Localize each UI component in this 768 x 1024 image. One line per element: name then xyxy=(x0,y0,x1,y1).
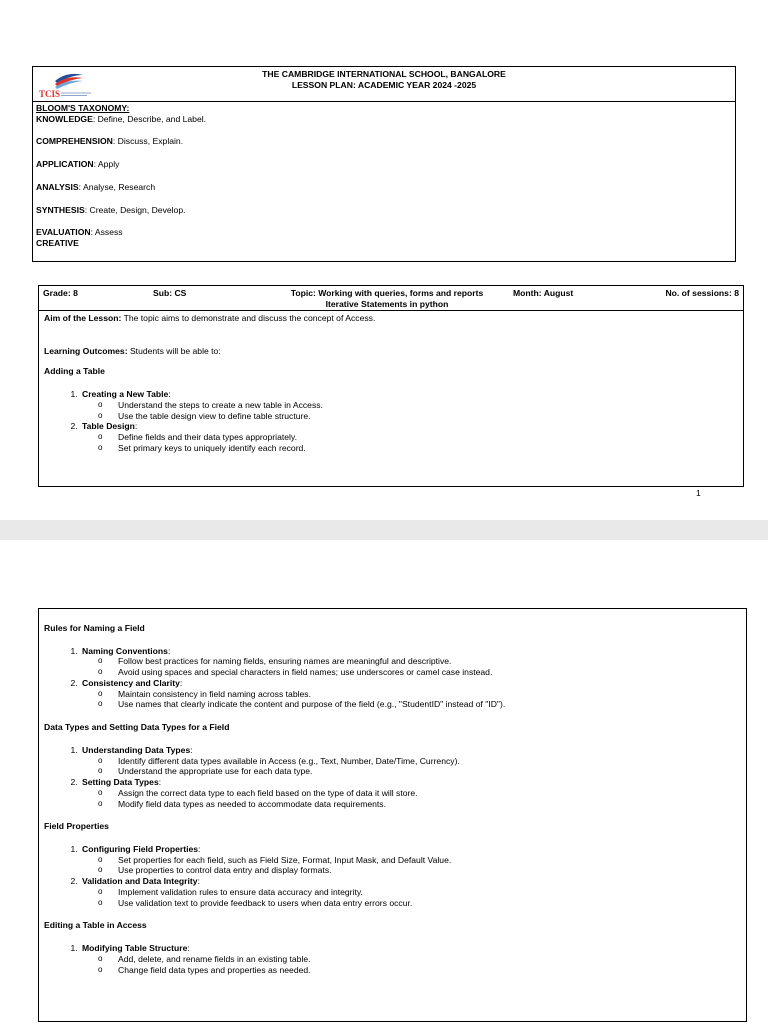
list-item: o Maintain consistency in field naming across tables. xyxy=(116,689,741,700)
list-item: 1. Understanding Data Types: o Identify different data types available in Access (e.g., Text, Number, Date/Time, Currency). o Understand the appropriate use for each data type. xyxy=(80,745,741,777)
bloom-application: APPLICATION: Apply xyxy=(36,159,120,170)
bloom-taxonomy xyxy=(33,102,735,250)
list-item: 2. Consistency and Clarity: o Maintain consistency in field naming across tables. o Use names that clearly indicate the content and purpose of the field (e.g., "StudentID" instead of "ID"). xyxy=(80,678,741,710)
list-item: 1. Configuring Field Properties: o Set properties for each field, such as Field Size, Format, Input Mask, and Default Value. o Use properties to control data entry and display formats. xyxy=(80,844,741,876)
list-item: o Set primary keys to uniquely identify each record. xyxy=(116,443,738,454)
bloom-analysis: ANALYSIS: Analyse, Research xyxy=(36,181,156,192)
learning-outcomes: Learning Outcomes: Students will be able to: xyxy=(44,345,221,356)
section-naming: Rules for Naming a Field xyxy=(44,623,145,633)
list-item: o Identify different data types available in Access (e.g., Text, Number, Date/Time, Currency). xyxy=(116,756,741,767)
list-item: o Define fields and their data types appropriately. xyxy=(116,432,738,443)
bloom-evaluation: EVALUATION: Assess xyxy=(36,227,123,238)
grade-label: Grade: 8 xyxy=(43,288,78,298)
school-header-top xyxy=(33,67,735,102)
section-adding-table: Adding a Table xyxy=(44,366,105,377)
list-item: o Avoid using spaces and special characters in field names; use underscores or camel case instead. xyxy=(116,667,741,678)
adding-table-list xyxy=(44,389,738,453)
lesson-plan-box xyxy=(38,285,744,487)
field-properties-list xyxy=(44,844,741,908)
topic-label: Topic: Working with queries, forms and reports Iterative Statements in python xyxy=(290,288,484,309)
section-field-properties: Field Properties xyxy=(44,821,109,832)
list-item: 2. Validation and Data Integrity: o Implement validation rules to ensure data accuracy and integrity. o Use validation text to provide feedback to users when data entry errors occur. xyxy=(80,876,741,908)
list-item: 2. Setting Data Types: o Assign the correct data type to each field based on the type of data it will store. o Modify field data types as needed to accommodate data requirements. xyxy=(80,777,741,809)
list-item: o Understand the appropriate use for each data type. xyxy=(116,766,741,777)
bloom-knowledge: KNOWLEDGE: Define, Describe, and Label. xyxy=(36,113,207,124)
lesson-plan-year: LESSON PLAN: ACADEMIC YEAR 2024 -2025 xyxy=(291,80,477,91)
lesson-plan-header xyxy=(39,286,743,311)
bloom-synthesis: SYNTHESIS: Create, Design, Develop. xyxy=(36,204,186,215)
svg-text:TCIS: TCIS xyxy=(39,89,61,99)
lesson-plan-body xyxy=(39,311,743,456)
list-item: o Use the table design view to define table structure. xyxy=(116,411,738,422)
editing-table-list xyxy=(44,943,741,975)
rules-body xyxy=(39,609,746,977)
aim-of-lesson: Aim of the Lesson: The topic aims to demonstrate and discuss the concept of Access. xyxy=(44,313,376,323)
list-item: o Implement validation rules to ensure data accuracy and integrity. xyxy=(116,887,741,898)
list-item: o Understand the steps to create a new table in Access. xyxy=(116,400,738,411)
list-item: 2. Table Design: o Define fields and their data types appropriately. o Set primary keys to uniquely identify each record. xyxy=(80,421,738,453)
list-item: o Follow best practices for naming fields, ensuring names are meaningful and descriptive. xyxy=(116,656,741,667)
rules-box xyxy=(38,608,747,1022)
list-item: 1. Creating a New Table: o Understand the steps to create a new table in Access. o Use the table design view to define table structure. xyxy=(80,389,738,421)
bloom-creative: CREATIVE xyxy=(36,238,79,249)
school-title xyxy=(33,69,735,91)
bloom-heading: BLOOM'S TAXONOMY: xyxy=(36,103,130,113)
list-item: 1. Modifying Table Structure: o Add, delete, and rename fields in an existing table. o Change field data types and properties as needed. xyxy=(80,943,741,975)
bloom-comprehension: COMPREHENSION: Discuss, Explain. xyxy=(36,136,184,147)
list-item: o Use validation text to provide feedback to users when data entry errors occur. xyxy=(116,898,741,909)
list-item: o Assign the correct data type to each field based on the type of data it will store. xyxy=(116,788,741,799)
school-name: THE CAMBRIDGE INTERNATIONAL SCHOOL, BANGALORE xyxy=(262,69,506,79)
list-item: o Use names that clearly indicate the content and purpose of the field (e.g., "StudentID" instead of "ID"). xyxy=(116,699,741,710)
data-types-list xyxy=(44,745,741,809)
naming-list xyxy=(44,646,741,710)
list-item: o Modify field data types as needed to accommodate data requirements. xyxy=(116,799,741,810)
subject-label: Sub: CS xyxy=(153,288,187,298)
section-data-types: Data Types and Setting Data Types for a Field xyxy=(44,722,230,733)
list-item: o Use properties to control data entry and display formats. xyxy=(116,865,741,876)
list-item: o Set properties for each field, such as Field Size, Format, Input Mask, and Default Value. xyxy=(116,855,741,866)
school-header-box xyxy=(32,66,736,262)
list-item: o Change field data types and properties as needed. xyxy=(116,965,741,976)
list-item: o Add, delete, and rename fields in an existing table. xyxy=(116,954,741,965)
list-item: 1. Naming Conventions: o Follow best practices for naming fields, ensuring names are meaningful and descriptive. o Avoid using spaces and special characters in field names; use underscores or camel case instead. xyxy=(80,646,741,678)
section-editing-table: Editing a Table in Access xyxy=(44,920,147,931)
sessions-label: No. of sessions: 8 xyxy=(665,288,739,298)
page-number: 1 xyxy=(696,488,701,498)
month-label: Month: August xyxy=(513,288,574,298)
